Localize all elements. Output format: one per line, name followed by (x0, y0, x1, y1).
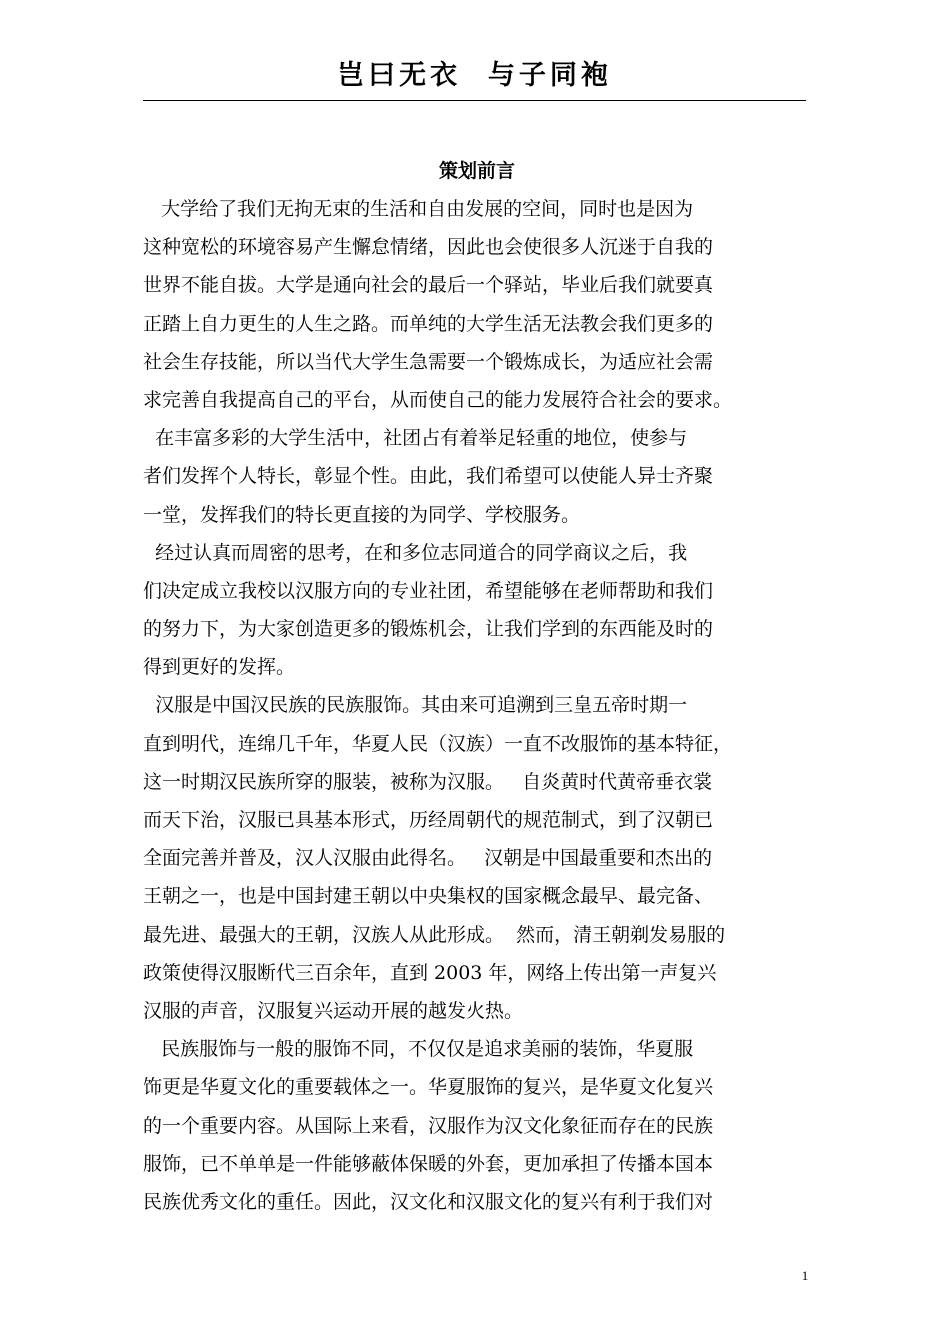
paragraph-line: 经过认真而周密的思考，在和多位志同道合的同学商议之后，我 (143, 541, 688, 564)
paragraph-line: 这种宽松的环境容易产生懈怠情绪，因此也会使很多人沉迷于自我的 (143, 236, 714, 259)
paragraph-line: 者们发挥个人特长，彰显个性。由此，我们希望可以使能人异士齐聚 (143, 465, 714, 488)
paragraph-line: 这一时期汉民族所穿的服装，被称为汉服。 自炎黄时代黄帝垂衣裳 (143, 770, 713, 793)
paragraph-line: 服饰，已不单单是一件能够蔽体保暖的外套，更加承担了传播本国本 (143, 1152, 714, 1175)
paragraph-line: 饰更是华夏文化的重要载体之一。华夏服饰的复兴，是华夏文化复兴 (143, 1076, 714, 1099)
paragraph-line: 社会生存技能，所以当代大学生急需要一个锻炼成长，为适应社会需 (143, 350, 714, 373)
page-header (143, 58, 806, 101)
body-paragraph (143, 686, 811, 1030)
page-number: 1 (801, 1268, 809, 1283)
body-paragraph (143, 190, 811, 419)
paragraph-line: 在丰富多彩的大学生活中，社团占有着举足轻重的地位，使参与 (143, 427, 688, 450)
paragraph-list (143, 190, 811, 1221)
document-body (143, 152, 811, 1221)
paragraph-line: 的一个重要内容。从国际上来看，汉服作为汉文化象征而存在的民族 (143, 1114, 714, 1137)
paragraph-line: 正踏上自力更生的人生之路。而单纯的大学生活无法教会我们更多的 (143, 312, 714, 335)
body-paragraph (143, 534, 811, 687)
paragraph-line: 世界不能自拔。大学是通向社会的最后一个驿站，毕业后我们就要真 (143, 274, 714, 297)
paragraph-line: 们决定成立我校以汉服方向的专业社团，希望能够在老师帮助和我们 (143, 579, 714, 602)
paragraph-line: 政策使得汉服断代三百余年，直到 2003 年，网络上传出第一声复兴 (143, 961, 717, 984)
paragraph-line: 王朝之一，也是中国封建王朝以中央集权的国家概念最早、最完备、 (143, 885, 714, 908)
paragraph-line: 直到明代，连绵几千年，华夏人民（汉族）一直不改服饰的基本特征， (143, 732, 733, 755)
paragraph-line: 民族服饰与一般的服饰不同，不仅仅是追求美丽的装饰，华夏服 (143, 1038, 694, 1061)
paragraph-line: 全面完善并普及，汉人汉服由此得名。 汉朝是中国最重要和杰出的 (143, 847, 713, 870)
body-paragraph (143, 419, 811, 534)
section-title: 策划前言 (438, 160, 515, 182)
paragraph-line: 最先进、最强大的王朝，汉族人从此形成。 然而，清王朝剃发易服的 (143, 923, 726, 946)
paragraph-line: 求完善自我提高自己的平台，从而使自己的能力发展符合社会的要求。 (143, 388, 733, 411)
paragraph-line: 得到更好的发挥。 (143, 656, 296, 679)
paragraph-line: 一堂，发挥我们的特长更直接的为同学、学校服务。 (143, 503, 581, 526)
body-paragraph (143, 1030, 811, 1221)
paragraph-line: 大学给了我们无拘无束的生活和自由发展的空间，同时也是因为 (143, 198, 694, 220)
header-title: 岂曰无衣 与子同袍 (337, 60, 612, 91)
paragraph-line: 民族优秀文化的重任。因此，汉文化和汉服文化的复兴有利于我们对 (143, 1190, 714, 1213)
paragraph-line: 而天下治，汉服已具基本形式，历经周朝代的规范制式，到了汉朝已 (143, 809, 714, 831)
paragraph-line: 汉服的声音，汉服复兴运动开展的越发火热。 (143, 999, 524, 1022)
paragraph-line: 汉服是中国汉民族的民族服饰。其由来可追溯到三皇五帝时期一 (143, 694, 688, 717)
paragraph-line: 的努力下，为大家创造更多的锻炼机会，让我们学到的东西能及时的 (143, 618, 714, 641)
